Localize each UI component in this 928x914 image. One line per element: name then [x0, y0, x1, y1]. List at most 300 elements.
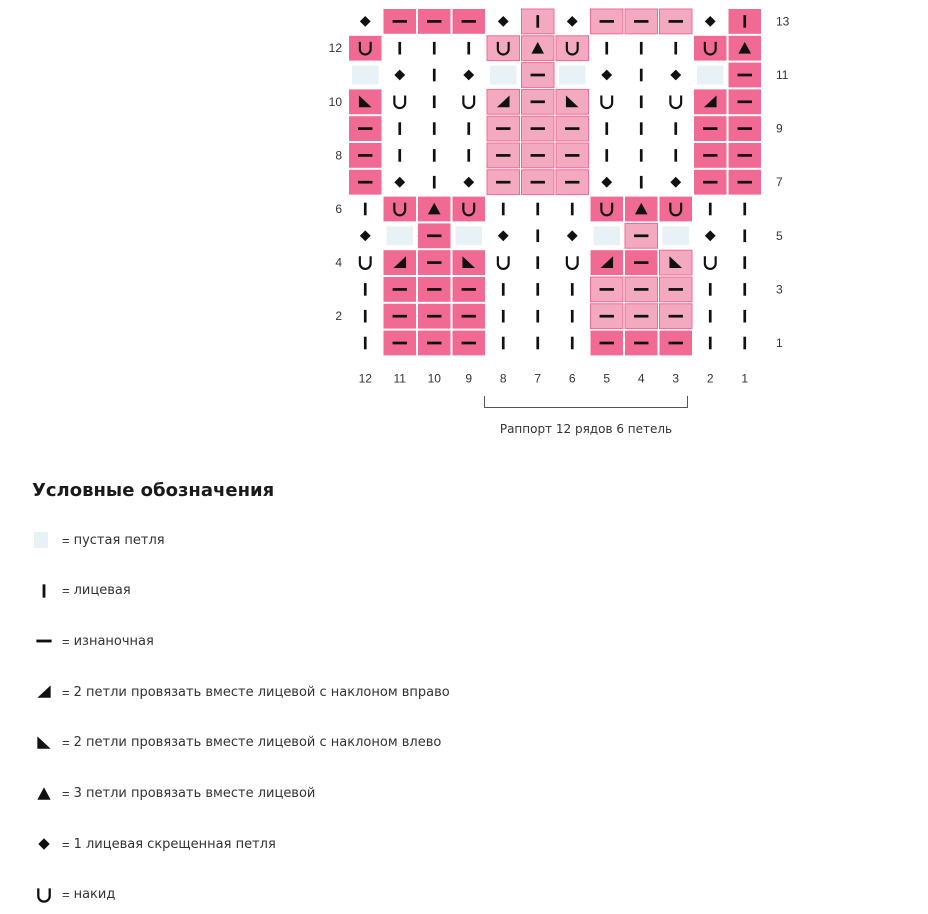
- row-label-left: 8: [335, 148, 342, 163]
- knit-symbol: [536, 310, 539, 323]
- chart-cell: [490, 66, 517, 85]
- cell-fill: [556, 36, 589, 61]
- knit-symbol: [364, 203, 367, 216]
- chart-cell: [625, 277, 658, 302]
- chart-cell: [591, 197, 624, 222]
- purl-symbol: [462, 288, 476, 291]
- legend-item-k2tog-left: [32, 731, 441, 755]
- row-label-left: 2: [335, 309, 342, 324]
- cell-fill: [660, 197, 693, 222]
- purl-symbol: [462, 342, 476, 345]
- chart-cell: [640, 42, 643, 55]
- chart-cell: [453, 277, 486, 302]
- chart-cell: [522, 116, 555, 141]
- k2tog-right-icon: [32, 680, 62, 704]
- knit-symbol: [467, 122, 470, 135]
- col-label: 6: [568, 371, 576, 386]
- knit-symbol: [433, 176, 436, 189]
- purl-symbol: [427, 342, 441, 345]
- chart-cell: [559, 66, 586, 85]
- empty-stitch: [594, 226, 621, 245]
- purl-symbol: [427, 20, 441, 23]
- purl-symbol: [358, 127, 372, 130]
- row-label-left: 6: [335, 202, 342, 216]
- chart-cell: [360, 230, 371, 241]
- chart-cell: [387, 226, 414, 245]
- empty-icon: [32, 528, 62, 552]
- legend-text: 2 петли провязать вместе лицевой с наклоном вправо: [73, 684, 450, 700]
- chart-cell: [433, 149, 436, 162]
- legend-equals: =: [62, 786, 70, 801]
- legend-text: 1 лицевая скрещенная петля: [73, 836, 276, 852]
- chart-cell: [349, 170, 382, 195]
- purl-icon: [32, 629, 62, 653]
- twisted-stitch-symbol: [670, 70, 681, 81]
- chart-cell: [487, 116, 520, 141]
- purl-symbol: [634, 261, 648, 264]
- chart-cell: [660, 277, 693, 302]
- chart-cell: [398, 42, 401, 55]
- twisted-stitch-symbol: [601, 70, 612, 81]
- yarn-over-symbol: [567, 256, 578, 269]
- chart-cell: [467, 149, 470, 162]
- cell-fill: [591, 197, 624, 222]
- k3tog-icon: [32, 782, 62, 806]
- knit-symbol: [743, 203, 746, 216]
- twisted-stitch-symbol: [705, 16, 716, 27]
- chart-cell: [453, 250, 486, 275]
- chart-cell: [384, 250, 417, 275]
- chart-cell: [694, 116, 727, 141]
- yarn-over-symbol: [705, 256, 716, 269]
- knit-symbol: [536, 283, 539, 296]
- chart-cell: [453, 9, 486, 34]
- chart-cell: [743, 337, 746, 350]
- purl-symbol: [738, 154, 752, 157]
- knit-symbol: [536, 230, 539, 243]
- chart-cell: [660, 304, 693, 329]
- row-label-right: 9: [776, 121, 783, 136]
- purl-symbol: [565, 181, 579, 184]
- purl-symbol: [531, 181, 545, 184]
- chart-cell: [660, 331, 693, 356]
- col-label: 2: [706, 371, 714, 386]
- chart-cell: [522, 9, 555, 34]
- chart-cell: [384, 331, 417, 356]
- cell-fill: [487, 36, 520, 61]
- chart-cell: [605, 122, 608, 135]
- knit-symbol: [364, 337, 367, 350]
- purl-symbol: [703, 127, 717, 130]
- yarn-over-symbol: [38, 888, 49, 901]
- knit-symbol: [571, 337, 574, 350]
- knit-symbol: [571, 310, 574, 323]
- chart-cell: [384, 304, 417, 329]
- purl-symbol: [634, 20, 648, 23]
- purl-symbol: [358, 181, 372, 184]
- chart-cell: [522, 63, 555, 88]
- purl-symbol: [703, 154, 717, 157]
- knit-symbol: [743, 283, 746, 296]
- purl-symbol: [531, 154, 545, 157]
- yarn-over-icon: [32, 883, 62, 907]
- purl-symbol: [738, 100, 752, 103]
- knit-symbol: [743, 337, 746, 350]
- chart-cell: [418, 331, 451, 356]
- chart-cell: [660, 197, 693, 222]
- chart-cell: [601, 96, 612, 109]
- knit-symbol: [536, 15, 539, 28]
- chart-cell: [463, 70, 474, 81]
- knit-symbol: [640, 122, 643, 135]
- legend-item-k2tog-right: [32, 680, 450, 704]
- purl-symbol: [496, 154, 510, 157]
- chart-cell: [398, 149, 401, 162]
- chart-cell: [536, 256, 539, 269]
- legend-text: пустая петля: [73, 532, 165, 548]
- legend-equals: =: [62, 583, 70, 599]
- chart-cell: [567, 256, 578, 269]
- chart-cell: [660, 9, 693, 34]
- knit-symbol: [571, 203, 574, 216]
- purl-symbol: [393, 342, 407, 345]
- purl-symbol: [738, 127, 752, 130]
- knit-symbol: [640, 176, 643, 189]
- chart-cell: [394, 96, 405, 109]
- knit-symbol: [709, 203, 712, 216]
- purl-symbol: [634, 342, 648, 345]
- knit-symbol: [743, 230, 746, 243]
- chart-cell: [571, 283, 574, 296]
- cell-fill: [694, 36, 727, 61]
- chart-cell: [522, 36, 555, 61]
- chart-cell: [670, 70, 681, 81]
- chart-cell: [487, 89, 520, 114]
- chart-cell: [487, 143, 520, 168]
- chart-cell: [571, 337, 574, 350]
- k3tog-symbol: [37, 787, 50, 799]
- knit-symbol: [43, 584, 46, 597]
- chart-cell: [694, 143, 727, 168]
- chart-cell: [487, 36, 520, 61]
- chart-cell: [556, 116, 589, 141]
- legend-equals: =: [62, 887, 70, 903]
- legend-item-k3tog: [32, 782, 315, 806]
- chart-cell: [625, 9, 658, 34]
- chart-cell: [556, 170, 589, 195]
- chart-cell: [640, 149, 643, 162]
- chart-cell: [670, 96, 681, 109]
- knit-symbol: [674, 149, 677, 162]
- chart-cell: [591, 9, 624, 34]
- knit-symbol: [605, 149, 608, 162]
- col-label: 8: [499, 371, 507, 386]
- knit-symbol: [467, 42, 470, 55]
- chart-cell: [364, 203, 367, 216]
- chart-cell: [418, 9, 451, 34]
- purl-symbol: [669, 20, 683, 23]
- col-label: 7: [534, 371, 542, 386]
- chart-cell: [364, 337, 367, 350]
- chart-cell: [640, 176, 643, 189]
- legend-equals: =: [62, 735, 70, 751]
- chart-cell: [522, 143, 555, 168]
- yarn-over-symbol: [498, 256, 509, 269]
- chart-cell: [456, 226, 483, 245]
- chart-cell: [502, 337, 505, 350]
- chart-cell: [522, 170, 555, 195]
- col-label: 5: [603, 371, 611, 386]
- chart-cell: [729, 63, 762, 88]
- chart-cell: [360, 16, 371, 27]
- twisted-stitch-symbol: [38, 838, 49, 849]
- empty-stitch: [352, 66, 379, 85]
- chart-cell: [709, 203, 712, 216]
- chart-cell: [453, 197, 486, 222]
- purl-symbol: [600, 288, 614, 291]
- chart-cell: [536, 203, 539, 216]
- knit-symbol: [502, 337, 505, 350]
- knit-symbol: [433, 96, 436, 109]
- chart-cell: [660, 250, 693, 275]
- knit-symbol: [536, 203, 539, 216]
- chart-cell: [502, 203, 505, 216]
- yarn-over-symbol: [670, 96, 681, 109]
- chart-cell: [364, 283, 367, 296]
- chart-cell: [625, 197, 658, 222]
- legend-equals: =: [62, 684, 70, 700]
- knit-symbol: [674, 42, 677, 55]
- chart-cell: [398, 122, 401, 135]
- purl-symbol: [669, 288, 683, 291]
- chart-cell: [709, 283, 712, 296]
- knit-symbol: [605, 122, 608, 135]
- twisted-stitch-symbol: [705, 230, 716, 241]
- purl-symbol: [393, 315, 407, 318]
- row-label-right: 13: [776, 14, 790, 29]
- knit-symbol: [674, 122, 677, 135]
- legend-text: 2 петли провязать вместе лицевой с наклоном влево: [73, 735, 442, 751]
- chart-cell: [674, 122, 677, 135]
- chart-cell: [556, 143, 589, 168]
- chart-cell: [418, 304, 451, 329]
- chart-cell: [729, 170, 762, 195]
- knit-symbol: [433, 149, 436, 162]
- purl-symbol: [462, 20, 476, 23]
- chart-cell: [697, 66, 724, 85]
- chart-cell: [498, 256, 509, 269]
- chart-cell: [433, 176, 436, 189]
- chart-cell: [394, 177, 405, 188]
- purl-symbol: [634, 288, 648, 291]
- row-label-left: 10: [328, 94, 342, 109]
- chart-cell: [674, 149, 677, 162]
- knit-symbol: [743, 310, 746, 323]
- legend-text: накид: [73, 887, 116, 903]
- chart-cell: [743, 310, 746, 323]
- knit-symbol: [433, 122, 436, 135]
- chart-cell: [625, 223, 658, 248]
- legend-item-purl: [32, 629, 154, 653]
- twisted-stitch-symbol: [498, 16, 509, 27]
- chart-cell: [463, 177, 474, 188]
- chart-cell: [640, 96, 643, 109]
- chart-cell: [694, 89, 727, 114]
- chart-cell: [463, 96, 474, 109]
- chart-cell: [591, 331, 624, 356]
- chart-cell: [536, 310, 539, 323]
- knit-symbol: [398, 122, 401, 135]
- purl-symbol: [531, 74, 545, 77]
- legend-item-yarn-over: [32, 883, 115, 907]
- empty-stitch: [697, 66, 724, 85]
- purl-symbol: [565, 154, 579, 157]
- chart-cell: [729, 89, 762, 114]
- chart-cell: [536, 283, 539, 296]
- empty-stitch: [387, 226, 414, 245]
- chart-cell: [522, 89, 555, 114]
- chart-cell: [433, 42, 436, 55]
- knit-symbol: [502, 310, 505, 323]
- chart-cell: [349, 143, 382, 168]
- chart-cell: [601, 70, 612, 81]
- yarn-over-symbol: [394, 96, 405, 109]
- chart-cell: [536, 230, 539, 243]
- chart-cell: [384, 277, 417, 302]
- chart-cell: [384, 9, 417, 34]
- twisted-stitch-symbol: [670, 177, 681, 188]
- yarn-over-symbol: [463, 96, 474, 109]
- empty-stitch: [456, 226, 483, 245]
- chart-cell: [743, 203, 746, 216]
- chart-cell: [502, 310, 505, 323]
- yarn-over-symbol: [360, 256, 371, 269]
- knit-symbol: [398, 42, 401, 55]
- purl-symbol: [358, 154, 372, 157]
- chart-cell: [705, 16, 716, 27]
- row-label-left: 12: [328, 41, 342, 56]
- knit-symbol: [364, 283, 367, 296]
- purl-symbol: [427, 234, 441, 237]
- chart-cell: [729, 9, 762, 34]
- knit-symbol: [743, 256, 746, 269]
- chart-cell: [625, 304, 658, 329]
- chart-cell: [709, 337, 712, 350]
- purl-symbol: [393, 288, 407, 291]
- chart-cell: [498, 16, 509, 27]
- chart-cell: [605, 149, 608, 162]
- purl-symbol: [427, 261, 441, 264]
- chart-cell: [498, 230, 509, 241]
- purl-symbol: [703, 181, 717, 184]
- knit-symbol: [640, 69, 643, 82]
- chart-cell: [674, 42, 677, 55]
- chart-cell: [729, 116, 762, 141]
- knit-symbol: [709, 283, 712, 296]
- purl-symbol: [531, 127, 545, 130]
- knit-symbol: [640, 96, 643, 109]
- purl-symbol: [531, 100, 545, 103]
- chart-cell: [705, 230, 716, 241]
- col-label: 1: [741, 371, 749, 386]
- chart-cell: [487, 170, 520, 195]
- row-label-right: 11: [776, 68, 789, 82]
- col-label: 3: [672, 371, 680, 386]
- chart-cell: [670, 177, 681, 188]
- chart-cell: [349, 36, 382, 61]
- purl-symbol: [600, 20, 614, 23]
- purl-symbol: [427, 288, 441, 291]
- chart-cell: [418, 250, 451, 275]
- knit-symbol: [605, 42, 608, 55]
- twisted-stitch-symbol: [394, 177, 405, 188]
- chart-cell: [467, 42, 470, 55]
- chart-cell: [694, 170, 727, 195]
- knit-symbol: [433, 69, 436, 82]
- legend-equals: =: [62, 836, 70, 852]
- row-label-right: 1: [776, 336, 783, 350]
- chart-cell: [418, 277, 451, 302]
- chart-cell: [663, 226, 690, 245]
- chart-cell: [364, 310, 367, 323]
- chart-cell: [591, 304, 624, 329]
- row-label-left: 4: [335, 255, 342, 270]
- chart-cell: [502, 283, 505, 296]
- chart-cell: [694, 36, 727, 61]
- twisted-stitch-symbol: [498, 230, 509, 241]
- knit-symbol: [571, 283, 574, 296]
- empty-stitch: [663, 226, 690, 245]
- chart-cell: [605, 42, 608, 55]
- col-label: 4: [637, 371, 645, 386]
- chart-cell: [591, 250, 624, 275]
- purl-symbol: [565, 127, 579, 130]
- knit-icon: [32, 579, 62, 603]
- chart-cell: [467, 122, 470, 135]
- chart-cell: [594, 226, 621, 245]
- chart-cell: [349, 116, 382, 141]
- twisted-icon: [32, 832, 62, 856]
- knit-symbol: [743, 15, 746, 28]
- purl-symbol: [496, 127, 510, 130]
- chart-cell: [433, 96, 436, 109]
- legend-equals: =: [62, 633, 70, 649]
- purl-symbol: [634, 234, 648, 237]
- purl-symbol: [669, 315, 683, 318]
- chart-cell: [743, 283, 746, 296]
- twisted-stitch-symbol: [567, 230, 578, 241]
- purl-symbol: [36, 640, 51, 643]
- legend-text: 3 петли провязать вместе лицевой: [73, 786, 316, 801]
- empty-stitch: [490, 66, 517, 85]
- purl-symbol: [600, 315, 614, 318]
- row-label-right: 3: [776, 282, 783, 297]
- twisted-stitch-symbol: [463, 70, 474, 81]
- legend-item-knit: [32, 579, 131, 603]
- purl-symbol: [634, 315, 648, 318]
- knit-symbol: [364, 310, 367, 323]
- twisted-stitch-symbol: [394, 70, 405, 81]
- twisted-stitch-symbol: [601, 177, 612, 188]
- knit-symbol: [433, 42, 436, 55]
- knit-symbol: [640, 149, 643, 162]
- legend-text: лицевая: [73, 583, 131, 599]
- chart-cell: [433, 69, 436, 82]
- knit-symbol: [467, 149, 470, 162]
- purl-symbol: [738, 181, 752, 184]
- chart-cell: [571, 310, 574, 323]
- chart-cell: [705, 256, 716, 269]
